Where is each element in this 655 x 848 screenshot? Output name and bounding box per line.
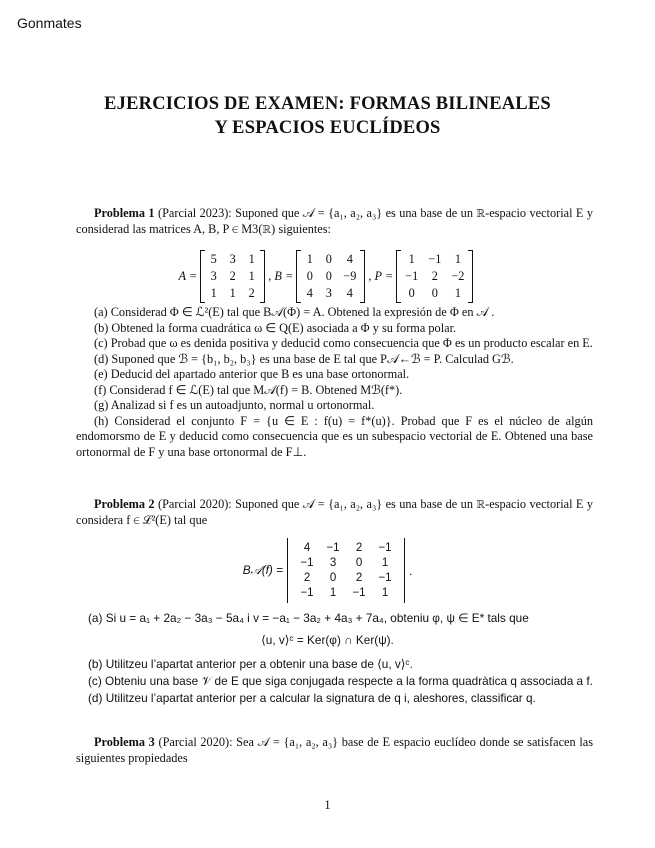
matrix-cell: 0 bbox=[431, 286, 438, 300]
matrix-cell: 1 bbox=[381, 587, 389, 599]
problem-1-item-b: (b) Obtened la forma cuadrática ω ∈ Q(E) asociada a Φ y su forma polar. bbox=[94, 320, 457, 335]
matrix-cell: 3 bbox=[325, 286, 332, 300]
problem-2-item-d: (d) Utilitzeu l’apartat anterior per a calcular la signatura de q i, aleshores, classificar q. bbox=[88, 691, 536, 705]
matrix-a-label: A = bbox=[178, 269, 198, 283]
matrix-cell: −1 bbox=[378, 542, 392, 554]
title-line-2: Y ESPACIOS EUCLÍDEOS bbox=[214, 118, 441, 138]
problem-2-heading: Problema 2 bbox=[94, 497, 155, 511]
matrix-cell: 0 bbox=[355, 557, 363, 569]
matrix-cell: 0 bbox=[325, 252, 332, 266]
matrix-b bbox=[296, 250, 365, 303]
matrix-cell: 3 bbox=[210, 269, 217, 283]
problem-2-intro-text: (Parcial 2020): Suponed que 𝒜 = {a₁, a₂, a₃} es una base de un ℝ-espacio vectorial E y considera f ∈ ℒ²(E) tal que bbox=[76, 497, 593, 527]
problem-1-item-d: (d) Suponed que ℬ = {b₁, b₂, b₃} es una base de E tal que P𝒜←ℬ = P. Calculad Gℬ. bbox=[94, 351, 514, 366]
matrix-cell: 1 bbox=[210, 286, 217, 300]
problem-2-item-c: (c) Obteniu una base 𝒱 de E que siga conjugada respecte a la forma quadràtica q associada a f. bbox=[88, 674, 593, 688]
matrix-cell: −1 bbox=[428, 252, 442, 266]
matrix-cell: 1 bbox=[306, 252, 313, 266]
problem-2-matrix-label: B𝒜(f) = bbox=[242, 563, 284, 577]
problem-2-matrix-row bbox=[0, 538, 655, 603]
matrix-cell: 1 bbox=[229, 286, 236, 300]
matrix-cell: 4 bbox=[346, 252, 353, 266]
matrix-cell: 1 bbox=[248, 269, 255, 283]
problem-2-item-b: (b) Utilitzeu l’apartat anterior per a obtenir una base de ⟨u, v⟩ᶜ. bbox=[88, 657, 413, 671]
matrix-cell: 1 bbox=[329, 587, 337, 599]
matrix-cell: 4 bbox=[303, 542, 311, 554]
problem-1-item-f: (f) Considerad f ∈ ℒ(E) tal que M𝒜(f) = B. Obtened Mℬ(f*). bbox=[94, 382, 403, 397]
problem-2-item-a: (a) Si u = a₁ + 2a₂ − 3a₃ − 5a₄ i v = −a₁ − 3a₂ + 4a₃ + 7a₄, obteniu φ, ψ ∈ E* tals que bbox=[88, 611, 529, 625]
problem-1-item-h: (h) Considerad el conjunto F = {u ∈ E : f(u) = f*(u)}. Probad que F es el núcleo de algún endomorsmo de E y deducid como consecuencia que es un subespacio vectorial de E. Obtened una base ortonormal de F y una base ortonormal de F⊥. bbox=[76, 413, 593, 459]
page-number: 1 bbox=[324, 798, 331, 812]
document-title bbox=[60, 92, 595, 140]
problem-1-intro bbox=[76, 206, 593, 237]
problem-1-item-c: (c) Probad que ω es denida positiva y deducid como consecuencia que Φ es un producto escalar en E. bbox=[94, 336, 593, 350]
matrix-cell: 3 bbox=[229, 252, 236, 266]
matrix-cell: 2 bbox=[248, 286, 255, 300]
matrix-p bbox=[396, 250, 473, 303]
matrix-cell: 0 bbox=[329, 572, 337, 584]
matrix-cell: 0 bbox=[306, 269, 313, 283]
problem-1-matrices bbox=[0, 250, 655, 303]
matrix-b-label: , B = bbox=[268, 269, 294, 283]
title-line-1: EJERCICIOS DE EXAMEN: FORMAS BILINEALES bbox=[104, 94, 551, 114]
problem-1-item-a: (a) Considerad Φ ∈ ℒ²(E) tal que B𝒜(Φ) = A. Obtened la expresión de Φ en 𝒜 . bbox=[94, 305, 495, 319]
matrix-cell: −1 bbox=[405, 269, 419, 283]
matrix-cell: −1 bbox=[378, 572, 392, 584]
matrix-cell: −1 bbox=[326, 542, 340, 554]
problem-1-heading: Problema 1 bbox=[94, 206, 155, 220]
matrix-cell: 3 bbox=[329, 557, 337, 569]
problem-3-intro bbox=[76, 735, 593, 766]
problem-2-intro bbox=[76, 497, 593, 528]
problem-2-matrix bbox=[287, 538, 405, 603]
matrix-cell: 1 bbox=[408, 252, 415, 266]
matrix-p-label: , P = bbox=[368, 269, 394, 283]
matrix-cell: 5 bbox=[210, 252, 217, 266]
problem-3-intro-text: (Parcial 2020): Sea 𝒜 = {a₁, a₂, a₃} base de E espacio euclídeo donde se satisfacen las siguientes propiedades bbox=[76, 735, 593, 765]
matrix-cell: 1 bbox=[454, 252, 461, 266]
matrix-cell: 4 bbox=[306, 286, 313, 300]
problem-1-intro-text: (Parcial 2023): Suponed que 𝒜 = {a₁, a₂, a₃} es una base de un ℝ-espacio vectorial E y considerad las matrices A, B, P ∈ M3(ℝ) siguientes: bbox=[76, 206, 593, 236]
matrix-cell: −2 bbox=[451, 269, 465, 283]
problem-2-formula: ⟨u, v⟩ᶜ = Ker(φ) ∩ Ker(ψ). bbox=[261, 633, 394, 647]
matrix-cell: 2 bbox=[303, 572, 311, 584]
problem-2-items bbox=[88, 656, 593, 707]
matrix-cell: 2 bbox=[431, 269, 438, 283]
problem-3-heading: Problema 3 bbox=[94, 735, 155, 749]
matrix-cell: 0 bbox=[325, 269, 332, 283]
matrix-cell: −1 bbox=[300, 557, 314, 569]
matrix-cell: 2 bbox=[355, 572, 363, 584]
matrix-cell: −1 bbox=[300, 587, 314, 599]
matrix-cell: −9 bbox=[343, 269, 357, 283]
matrix-cell: 0 bbox=[408, 286, 415, 300]
problem-1-items bbox=[76, 305, 593, 460]
matrix-cell: 1 bbox=[454, 286, 461, 300]
matrix-cell: 2 bbox=[229, 269, 236, 283]
matrix-cell: −1 bbox=[352, 587, 366, 599]
header-label: Gonmates bbox=[17, 15, 82, 31]
matrix-cell: 1 bbox=[248, 252, 255, 266]
problem-1-item-g: (g) Analizad si f es un autoadjunto, normal u ortonormal. bbox=[94, 398, 375, 412]
problem-2-matrix-end: . bbox=[409, 563, 413, 578]
problem-1-item-e: (e) Deducid del apartado anterior que B es una base ortonormal. bbox=[94, 367, 410, 381]
matrix-a bbox=[200, 250, 265, 303]
matrix-cell: 2 bbox=[355, 542, 363, 554]
matrix-cell: 1 bbox=[381, 557, 389, 569]
matrix-cell: 4 bbox=[346, 286, 353, 300]
